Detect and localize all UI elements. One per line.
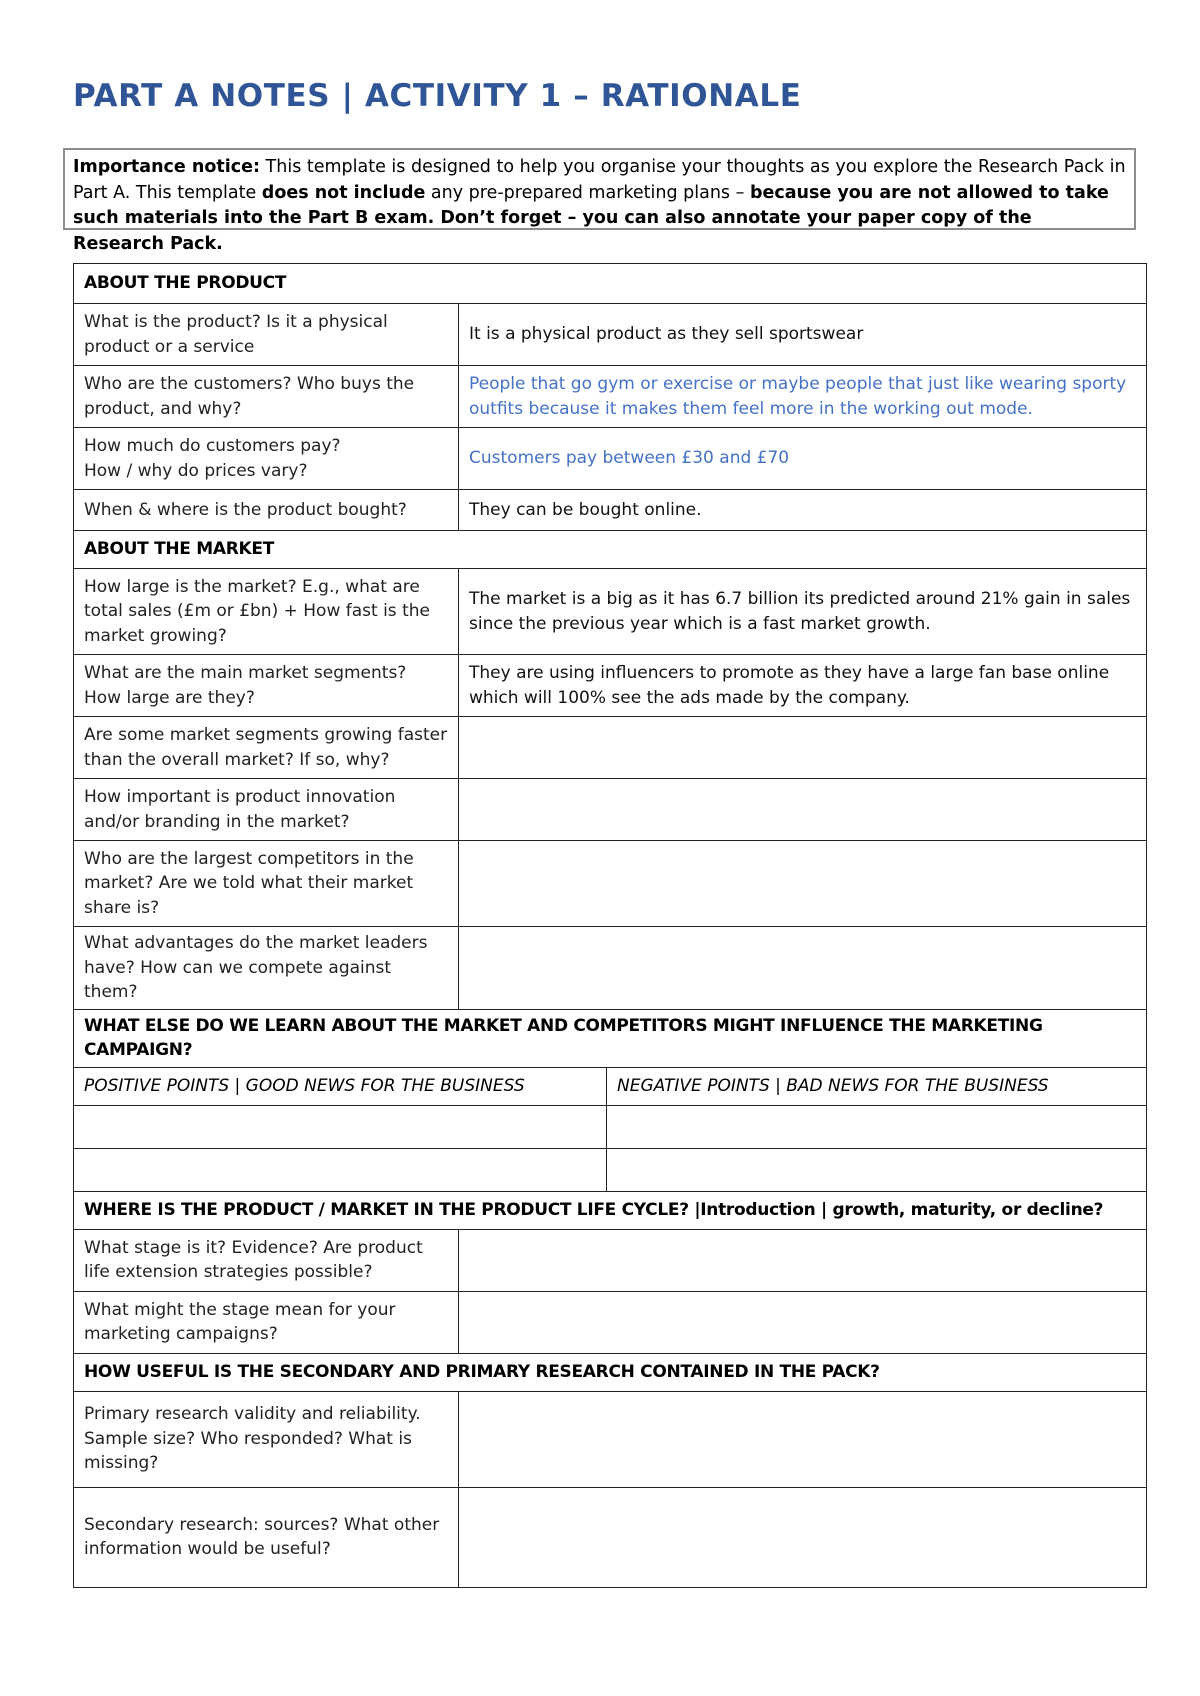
- positive-point-cell[interactable]: [74, 1105, 607, 1148]
- positive-points-header: POSITIVE POINTS | GOOD NEWS FOR THE BUSINESS: [74, 1067, 607, 1105]
- answer-cell[interactable]: [459, 717, 1147, 779]
- question-cell: When & where is the product bought?: [74, 490, 459, 531]
- negative-point-cell[interactable]: [607, 1148, 1147, 1191]
- notice-label: Importance notice:: [73, 157, 260, 177]
- question-cell: What stage is it? Evidence? Are product life extension strategies possible?: [74, 1229, 459, 1291]
- question-cell: Who are the customers? Who buys the product, and why?: [74, 366, 459, 428]
- answer-cell[interactable]: Customers pay between £30 and £70: [459, 428, 1147, 490]
- question-cell: Are some market segments growing faster than the overall market? If so, why?: [74, 717, 459, 779]
- answer-cell[interactable]: [459, 779, 1147, 841]
- section-heading-lifecycle: WHERE IS THE PRODUCT / MARKET IN THE PRODUCT LIFE CYCLE? |Introduction | growth, maturity, or decline?: [74, 1191, 1147, 1229]
- notice-text-1: This template is designed to help you organise your thoughts as you explore the Research Pack in Part A. This template: [73, 157, 1126, 203]
- answer-cell[interactable]: People that go gym or exercise or maybe people that just like wearing sporty outfits because it makes them feel more in the working out mode.: [459, 366, 1147, 428]
- section-heading-learn: WHAT ELSE DO WE LEARN ABOUT THE MARKET AND COMPETITORS MIGHT INFLUENCE THE MARKETING CAMPAIGN?: [74, 1009, 1147, 1067]
- notice-bold-1: does not include: [261, 182, 426, 203]
- answer-cell[interactable]: [459, 1229, 1147, 1291]
- answer-cell[interactable]: [459, 841, 1147, 927]
- page-title: PART A NOTES | ACTIVITY 1 – RATIONALE: [73, 78, 802, 114]
- answer-cell[interactable]: [459, 1487, 1147, 1587]
- answer-cell[interactable]: [459, 927, 1147, 1010]
- section-heading-product: ABOUT THE PRODUCT: [74, 264, 1147, 304]
- notice-text-2: any pre-prepared marketing plans –: [425, 182, 750, 203]
- answer-cell[interactable]: [459, 1291, 1147, 1353]
- question-cell: How much do customers pay? How / why do prices vary?: [74, 428, 459, 490]
- question-cell: What might the stage mean for your marketing campaigns?: [74, 1291, 459, 1353]
- section-heading-research: HOW USEFUL IS THE SECONDARY AND PRIMARY RESEARCH CONTAINED IN THE PACK?: [74, 1353, 1147, 1391]
- negative-points-header: NEGATIVE POINTS | BAD NEWS FOR THE BUSINESS: [607, 1067, 1147, 1105]
- answer-cell[interactable]: They are using influencers to promote as they have a large fan base online which will 100% see the ads made by the company.: [459, 655, 1147, 717]
- negative-point-cell[interactable]: [607, 1105, 1147, 1148]
- question-cell: How important is product innovation and/or branding in the market?: [74, 779, 459, 841]
- question-cell: How large is the market? E.g., what are total sales (£m or £bn) + How fast is the market growing?: [74, 569, 459, 655]
- answer-cell[interactable]: It is a physical product as they sell sportswear: [459, 304, 1147, 366]
- rationale-form-table: [73, 263, 1147, 1588]
- question-cell: Secondary research: sources? What other information would be useful?: [74, 1487, 459, 1587]
- section-heading-market: ABOUT THE MARKET: [74, 531, 1147, 569]
- answer-cell[interactable]: The market is a big as it has 6.7 billion its predicted around 21% gain in sales since the previous year which is a fast market growth.: [459, 569, 1147, 655]
- question-cell: Primary research validity and reliability. Sample size? Who responded? What is missing?: [74, 1391, 459, 1487]
- notice-bold-2: because you are not allowed to take such materials into the Part B exam. Don’t forget – you can also annotate your paper copy of the Research Pack.: [73, 182, 1109, 254]
- question-cell: What are the main market segments? How large are they?: [74, 655, 459, 717]
- positive-point-cell[interactable]: [74, 1148, 607, 1191]
- question-cell: Who are the largest competitors in the market? Are we told what their market share is?: [74, 841, 459, 927]
- answer-cell[interactable]: They can be bought online.: [459, 490, 1147, 531]
- answer-cell[interactable]: [459, 1391, 1147, 1487]
- question-cell: What advantages do the market leaders have? How can we compete against them?: [74, 927, 459, 1010]
- importance-notice: [63, 148, 1136, 254]
- question-cell: What is the product? Is it a physical product or a service: [74, 304, 459, 366]
